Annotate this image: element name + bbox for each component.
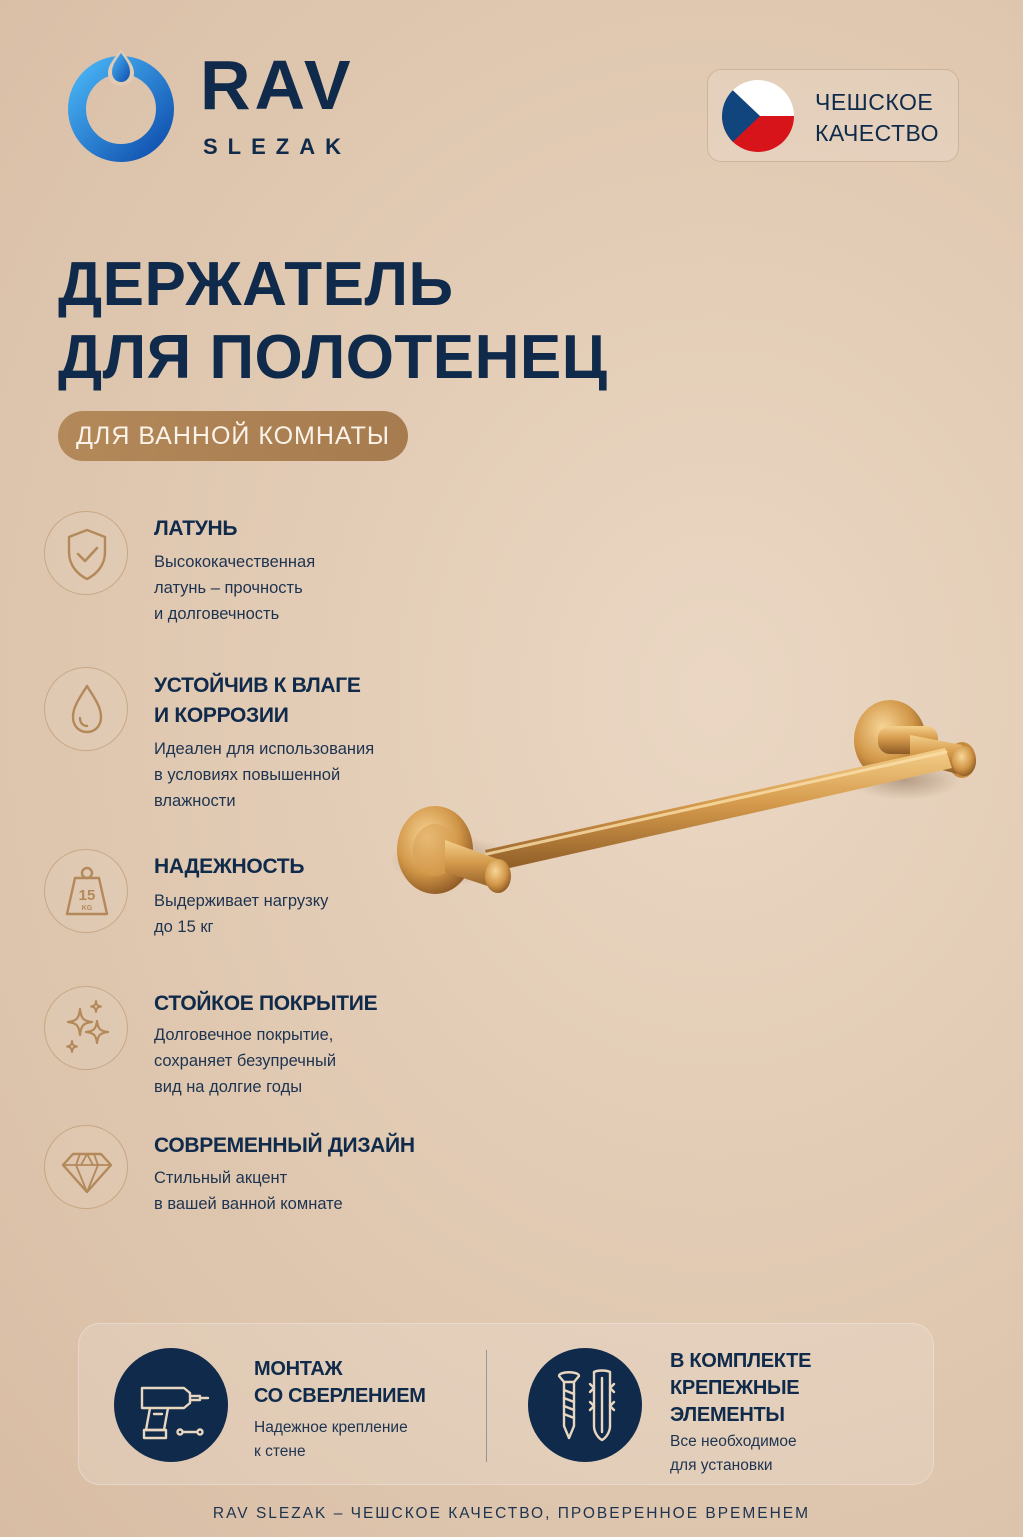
- panel-divider: [486, 1350, 487, 1462]
- screw-icon-circle: [528, 1348, 642, 1462]
- brand-name: RAV: [200, 46, 355, 124]
- towel-holder-product-image: [390, 690, 990, 920]
- footer-tagline: RAV SLEZAK – ЧЕШСКОЕ КАЧЕСТВО, ПРОВЕРЕННОЕ ВРЕМЕНЕМ: [212, 1505, 811, 1522]
- feature-desc: Долговечное покрытие, сохраняет безупречный вид на долгие годы: [154, 1026, 337, 1096]
- feature-desc: Идеален для использования в условиях повышенной влажности: [154, 740, 375, 810]
- bottom-title: МОНТАЖ СО СВЕРЛЕНИЕМ: [254, 1358, 426, 1407]
- page-title: ДЕРЖАТЕЛЬ ДЛЯ ПОЛОТЕНЕЦ: [58, 250, 608, 392]
- subtitle-pill: ДЛЯ ВАННОЙ КОМНАТЫ: [58, 411, 408, 461]
- drill-icon-circle: [114, 1348, 228, 1462]
- feature-icon-circle: [44, 849, 128, 933]
- bottom-title: В КОМПЛЕКТЕ КРЕПЕЖНЫЕ ЭЛЕМЕНТЫ: [670, 1350, 812, 1426]
- water-drop-icon: [45, 668, 129, 752]
- feature-desc: Стильный акцент в вашей ванной комнате: [154, 1169, 343, 1213]
- feature-icon-circle: [44, 667, 128, 751]
- feature-title: ЛАТУНЬ: [154, 517, 238, 540]
- brand-logo-icon: [62, 45, 180, 163]
- badge-text: ЧЕШСКОЕ КАЧЕСТВО: [815, 89, 939, 146]
- shield-check-icon: [45, 512, 129, 596]
- feature-desc: Выдерживает нагрузку до 15 кг: [154, 892, 329, 936]
- feature-icon-circle: [44, 986, 128, 1070]
- bottom-desc: Все необходимое для установки: [670, 1433, 797, 1474]
- svg-text:15: 15: [78, 887, 96, 904]
- feature-desc: Высококачественная латунь – прочность и долговечность: [154, 553, 316, 623]
- feature-title: СТОЙКОЕ ПОКРЫТИЕ: [154, 992, 378, 1015]
- diamond-icon: [45, 1126, 129, 1210]
- feature-icon-circle: [44, 511, 128, 595]
- screw-dowel-icon: [528, 1348, 642, 1462]
- svg-text:KG: KG: [81, 905, 93, 912]
- sparkles-icon: [45, 987, 129, 1071]
- brand-sub: SLEZAK: [203, 134, 351, 159]
- bottom-desc: Надежное крепление к стене: [254, 1419, 408, 1460]
- feature-title: УСТОЙЧИВ К ВЛАГЕ И КОРРОЗИИ: [154, 674, 361, 727]
- feature-title: СОВРЕМЕННЫЙ ДИЗАЙН: [154, 1134, 415, 1157]
- czech-flag-icon: [722, 80, 794, 152]
- feature-icon-circle: [44, 1125, 128, 1209]
- feature-title: НАДЕЖНОСТЬ: [154, 855, 305, 878]
- weight-icon: [45, 850, 129, 934]
- drill-icon: [114, 1348, 228, 1462]
